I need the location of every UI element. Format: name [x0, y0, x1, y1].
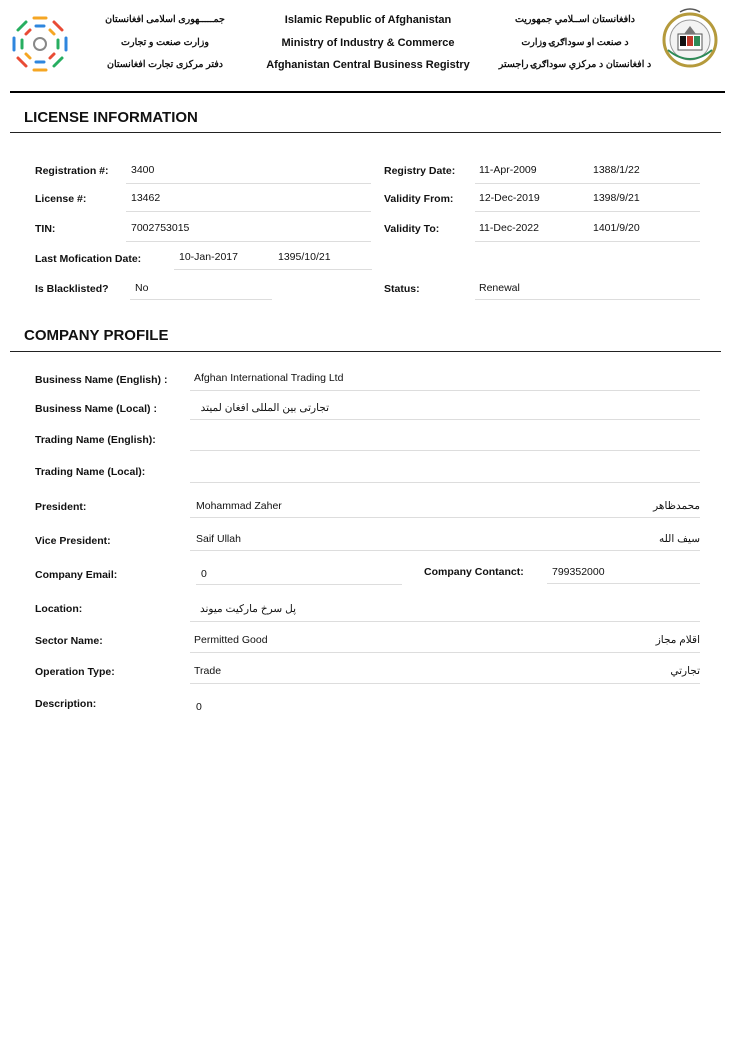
operation-type-label: Operation Type:: [35, 666, 115, 678]
sector-name-value: Permitted Good: [194, 634, 268, 646]
location-label: Location:: [35, 603, 83, 615]
company-email-value: 0: [201, 568, 207, 580]
business-name-local-value: تجارتی بین المللی افغان لمیتد: [200, 402, 329, 414]
trading-name-english-underline: [190, 450, 700, 451]
license-number-label: License #:: [35, 193, 87, 205]
header-dari-line-2: وزارت صنعت و تجارت: [121, 37, 209, 48]
company-email-underline: [196, 584, 402, 585]
president-value: Mohammad Zaher: [196, 500, 282, 512]
header-dari-line-1: جمـــــهوری اسلامی افغانستان: [105, 14, 225, 25]
trading-name-english-label: Trading Name (English):: [35, 434, 156, 446]
header-pashto-line-2: د صنعت او سوداګرۍ وزارت: [521, 37, 629, 48]
status-value: Renewal: [479, 282, 520, 294]
last-modification-label: Last Mofication Date:: [35, 253, 142, 265]
registry-date-label: Registry Date:: [384, 165, 456, 177]
business-name-english-underline: [190, 390, 700, 391]
operation-type-underline: [190, 683, 700, 684]
license-number-value: 13462: [131, 192, 161, 204]
location-value: پل سرخ مارکیت میوند: [199, 603, 296, 615]
license-section-title: LICENSE INFORMATION: [24, 109, 198, 126]
location-underline: [190, 621, 700, 622]
header-rule: [10, 91, 725, 93]
sector-name-underline: [190, 652, 700, 653]
trading-name-local-underline: [190, 482, 700, 483]
trading-name-local-label: Trading Name (Local):: [35, 466, 146, 478]
operation-type-value: Trade: [194, 665, 222, 677]
business-name-english-label: Business Name (English) :: [35, 374, 168, 386]
president-local-value: محمدظاهر: [653, 500, 700, 512]
registration-underline: [126, 183, 371, 184]
vice-president-value: Saif Ullah: [196, 533, 241, 545]
blacklisted-label: Is Blacklisted?: [35, 283, 109, 295]
company-contact-value: 799352000: [552, 566, 605, 578]
blacklisted-value: No: [135, 282, 149, 294]
registration-value: 3400: [131, 164, 155, 176]
last-modification-hijri: 1395/10/21: [278, 251, 331, 263]
operation-type-local-value: تجارتي: [670, 665, 700, 677]
registry-date-underline: [475, 183, 700, 184]
sector-name-local-value: اقلام مجاز: [655, 634, 700, 646]
vice-president-local-value: سیف الله: [659, 533, 700, 545]
national-emblem: [660, 6, 720, 70]
vice-president-underline: [190, 550, 700, 551]
validity-to-hijri: 1401/9/20: [593, 222, 640, 234]
tin-underline: [126, 241, 371, 242]
validity-to-value: 11-Dec-2022: [479, 222, 539, 234]
company-contact-label: Company Contanct:: [424, 566, 524, 578]
last-modification-value: 10-Jan-2017: [179, 251, 238, 263]
sector-name-label: Sector Name:: [35, 635, 103, 647]
license-number-underline: [126, 211, 371, 212]
validity-from-hijri: 1398/9/21: [593, 192, 640, 204]
validity-to-label: Validity To:: [384, 223, 440, 235]
status-underline: [475, 299, 700, 300]
company-contact-underline: [547, 583, 700, 584]
header-dari-line-3: دفتر مرکزی تجارت افغانستان: [106, 59, 224, 70]
description-label: Description:: [35, 698, 97, 710]
business-name-local-label: Business Name (Local) :: [35, 403, 157, 415]
acbr-logo: [6, 10, 74, 78]
header-country: Islamic Republic of Afghanistan: [284, 14, 452, 26]
validity-to-underline: [475, 241, 700, 242]
tin-label: TIN:: [35, 223, 56, 235]
company-section-title: COMPANY PROFILE: [24, 327, 169, 344]
registration-label: Registration #:: [35, 165, 109, 177]
business-name-local-underline: [190, 419, 700, 420]
last-modification-underline: [174, 269, 372, 270]
business-name-english-value: Afghan International Trading Ltd: [194, 372, 344, 384]
president-label: President:: [35, 501, 87, 513]
vice-president-label: Vice President:: [35, 535, 111, 547]
validity-from-underline: [475, 211, 700, 212]
company-email-label: Company Email:: [35, 569, 118, 581]
registry-date-hijri: 1388/1/22: [593, 164, 640, 176]
license-section-line: [10, 132, 721, 133]
header-pashto-line-1: دافغانستان اســلامي جمهوريت: [514, 14, 636, 25]
header-registry: Afghanistan Central Business Registry: [266, 59, 470, 71]
description-value: 0: [196, 701, 202, 713]
president-underline: [190, 517, 700, 518]
registry-date-value: 11-Apr-2009: [479, 164, 537, 176]
status-label: Status:: [384, 283, 420, 295]
header-ministry: Ministry of Industry & Commerce: [281, 37, 455, 49]
company-section-line: [10, 351, 721, 352]
tin-value: 7002753015: [131, 222, 190, 234]
blacklisted-underline: [130, 299, 272, 300]
validity-from-value: 12-Dec-2019: [479, 192, 540, 204]
validity-from-label: Validity From:: [384, 193, 454, 205]
header-pashto-line-3: د افغانستان د مرکزي سوداګرۍ راجستر: [498, 59, 652, 70]
